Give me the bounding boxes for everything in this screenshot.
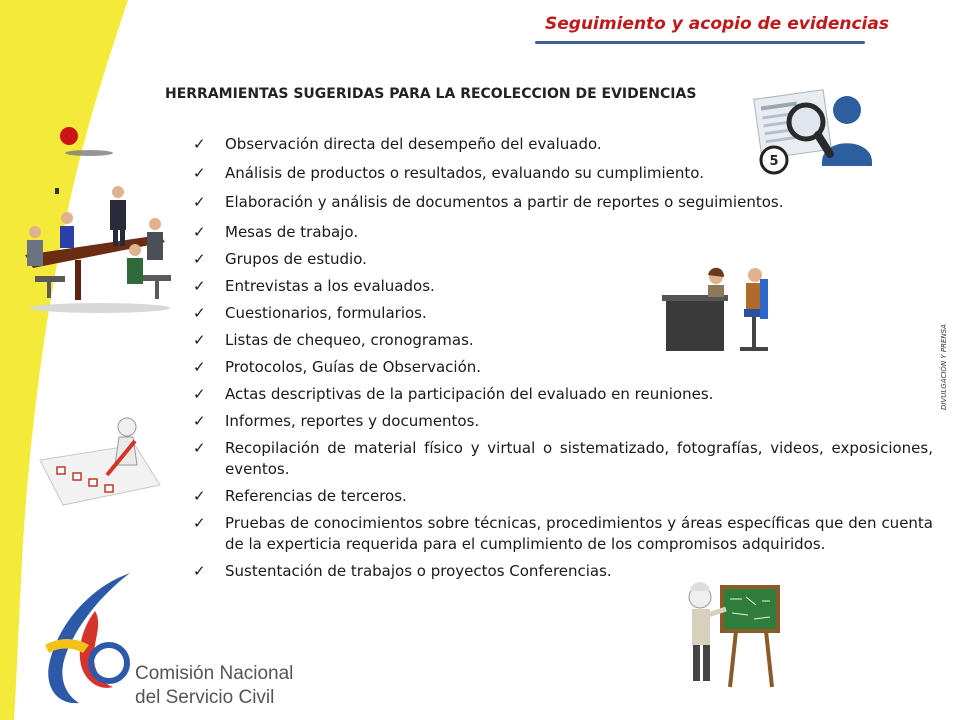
badge-number: 5 xyxy=(769,154,779,169)
red-dot-decoration xyxy=(55,124,115,158)
document-magnifier-user-icon xyxy=(750,82,875,182)
check-icon: ✓ xyxy=(193,331,206,349)
list-item: ✓ Entrevistas a los evaluados. xyxy=(193,277,435,295)
list-item: ✓ Protocolos, Guías de Observación. xyxy=(193,358,482,376)
list-item: ✓ Análisis de productos o resultados, evaluando su cumplimiento. xyxy=(193,164,704,182)
list-item: ✓ Cuestionarios, formularios. xyxy=(193,304,427,322)
list-item: ✓ Grupos de estudio. xyxy=(193,250,367,268)
list-item: ✓ Pruebas de conocimientos sobre técnicas, procedimientos y áreas específicas que den cuenta de la experticia requerida para el cumplimiento de los compromisos adquiridos. xyxy=(193,514,933,553)
list-item: ✓ Actas descriptivas de la participación del evaluado en reuniones. xyxy=(193,385,714,403)
check-icon: ✓ xyxy=(193,277,206,295)
check-icon: ✓ xyxy=(193,514,206,532)
header-underline xyxy=(535,41,865,44)
section-heading: HERRAMIENTAS SUGERIDAS PARA LA RECOLECCION DE EVIDENCIAS xyxy=(165,86,697,102)
page-header-title: Seguimiento y acopio de evidencias xyxy=(545,14,889,34)
organization-name-line1: Comisión Nacional xyxy=(135,663,294,684)
check-icon: ✓ xyxy=(193,385,206,403)
check-icon: ✓ xyxy=(193,304,206,322)
list-item: ✓ Listas de chequeo, cronogramas. xyxy=(193,331,474,349)
check-icon: ✓ xyxy=(193,223,206,241)
checklist-illustration xyxy=(35,415,165,515)
check-icon: ✓ xyxy=(193,439,206,457)
organization-name xyxy=(135,662,293,710)
teacher-chalkboard-illustration xyxy=(678,575,783,693)
organization-name-line2: del Servicio Civil xyxy=(135,687,275,708)
list-item: ✓ Recopilación de material físico y virtual o sistematizado, fotografías, videos, exposiciones, eventos. xyxy=(193,439,933,478)
cnsc-logo-mark xyxy=(35,565,145,715)
check-icon: ✓ xyxy=(193,193,206,211)
check-icon: ✓ xyxy=(193,250,206,268)
tools-checklist xyxy=(193,222,933,588)
list-item: ✓ Elaboración y análisis de documentos a partir de reportes o seguimientos. xyxy=(193,193,784,211)
check-icon: ✓ xyxy=(193,562,206,580)
check-icon: ✓ xyxy=(193,358,206,376)
list-item: ✓ Mesas de trabajo. xyxy=(193,223,359,241)
check-icon: ✓ xyxy=(193,135,206,153)
check-icon: ✓ xyxy=(193,412,206,430)
interview-illustration xyxy=(660,265,775,365)
side-vertical-label: DIVULGACIÓN Y PRENSA xyxy=(940,324,948,410)
list-item: ✓ Sustentación de trabajos o proyectos Conferencias. xyxy=(193,562,612,580)
check-icon: ✓ xyxy=(193,487,206,505)
list-item: ✓ Informes, reportes y documentos. xyxy=(193,412,480,430)
list-item: ✓ Observación directa del desempeño del evaluado. xyxy=(193,135,602,153)
check-icon: ✓ xyxy=(193,164,206,182)
meeting-illustration xyxy=(15,180,180,315)
list-item: ✓ Referencias de terceros. xyxy=(193,487,407,505)
